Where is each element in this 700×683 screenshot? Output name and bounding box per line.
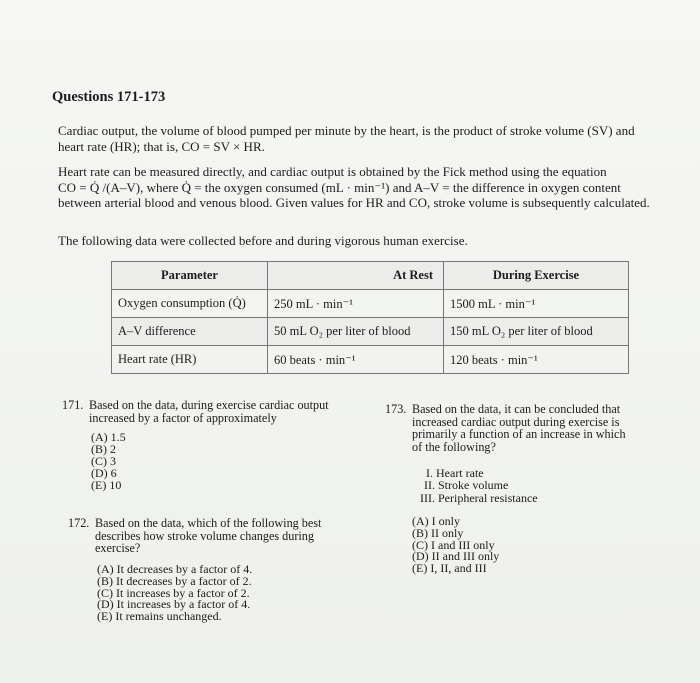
answer-option[interactable]: (A) It decreases by a factor of 4. [97, 562, 253, 576]
question-172-options [97, 564, 252, 623]
answer-option[interactable]: (C) 3 [91, 454, 116, 468]
intro-line: Cardiac output, the volume of blood pumped per minute by the heart, is the product of stroke volume (SV) and [58, 123, 635, 138]
answer-option[interactable]: (C) It increases by a factor of 2. [97, 585, 250, 600]
question-172-number: 172. [68, 516, 90, 530]
table-cell: 150 mL O₂ per liter of blood [444, 318, 629, 346]
table-cell: 120 beats · min⁻¹ [444, 346, 629, 374]
table-cell: A–V difference [112, 318, 268, 346]
answer-option[interactable]: (E) I, II, and III [412, 561, 487, 576]
question-172-stem [95, 517, 321, 555]
answer-option[interactable]: (D) It increases by a factor of 4. [97, 597, 251, 612]
question-173-stem [412, 403, 626, 453]
intro-line: CO = Q̇ /(A–V), where Q̇ = the oxygen consumed (mL · min⁻¹) and A–V = the difference in oxygen content [58, 179, 621, 195]
intro-line: between arterial blood and venous blood. Given values for HR and CO, stroke volume is subsequently calculated. [58, 195, 650, 210]
table-header: During Exercise [444, 262, 629, 290]
answer-option[interactable]: (A) 1.5 [91, 430, 126, 444]
table-cell: 50 mL O₂ per liter of blood [268, 318, 444, 346]
answer-option[interactable]: (A) I only [412, 514, 460, 528]
question-line: increased by a factor of approximately [89, 410, 277, 425]
exercise-data-table [111, 261, 629, 374]
question-171-options [91, 431, 126, 491]
question-line: primarily a function of an increase in which [412, 427, 626, 441]
answer-option[interactable]: (D) 6 [91, 466, 117, 480]
question-line: Based on the data, during exercise cardiac output [89, 398, 329, 412]
table-row [112, 290, 629, 318]
intro-line: heart rate (HR); that is, CO = SV × HR. [58, 138, 265, 154]
table-cell: 1500 mL · min⁻¹ [444, 290, 629, 318]
question-173-number: 173. [385, 402, 407, 416]
answer-option[interactable]: (C) I and III only [412, 537, 495, 552]
intro-paragraph-2 [58, 164, 650, 211]
roman-item: II. Stroke volume [424, 478, 509, 493]
section-heading: Questions 171-173 [52, 89, 166, 105]
question-171-stem [89, 399, 329, 424]
question-171-number: 171. [62, 398, 84, 412]
answer-option[interactable]: (B) 2 [91, 442, 116, 456]
question-line: increased cardiac output during exercise is [412, 414, 620, 429]
table-header: At Rest [268, 262, 444, 290]
question-line: exercise? [95, 541, 141, 555]
table-row [112, 346, 629, 374]
answer-option[interactable]: (D) II and III only [412, 549, 500, 564]
answer-option[interactable]: (E) 10 [91, 478, 122, 492]
question-line: Based on the data, it can be concluded that [412, 402, 621, 416]
roman-item: I. Heart rate [426, 466, 484, 480]
answer-option[interactable]: (E) It remains unchanged. [97, 609, 222, 624]
roman-item: III. Peripheral resistance [420, 490, 538, 505]
intro-paragraph-1 [58, 123, 635, 154]
question-173-items [420, 467, 538, 504]
table-cell: 250 mL · min⁻¹ [268, 290, 444, 318]
question-line: Based on the data, which of the following best [95, 516, 322, 530]
answer-option[interactable]: (B) II only [412, 525, 464, 540]
question-173-options [412, 516, 499, 575]
table-header-row [112, 262, 629, 290]
table-row [112, 318, 629, 346]
table-cell: Heart rate (HR) [112, 346, 268, 374]
table-cell: 60 beats · min⁻¹ [268, 346, 444, 374]
intro-paragraph-3: The following data were collected before and during vigorous human exercise. [58, 233, 468, 248]
table-cell: Oxygen consumption (Q̇) [112, 290, 268, 318]
question-line: of the following? [412, 439, 496, 454]
intro-line: Heart rate can be measured directly, and cardiac output is obtained by the Fick method using the equation [58, 164, 607, 179]
question-line: describes how stroke volume changes during [95, 528, 314, 543]
answer-option[interactable]: (B) It decreases by a factor of 2. [97, 573, 252, 588]
table-header: Parameter [112, 262, 268, 290]
